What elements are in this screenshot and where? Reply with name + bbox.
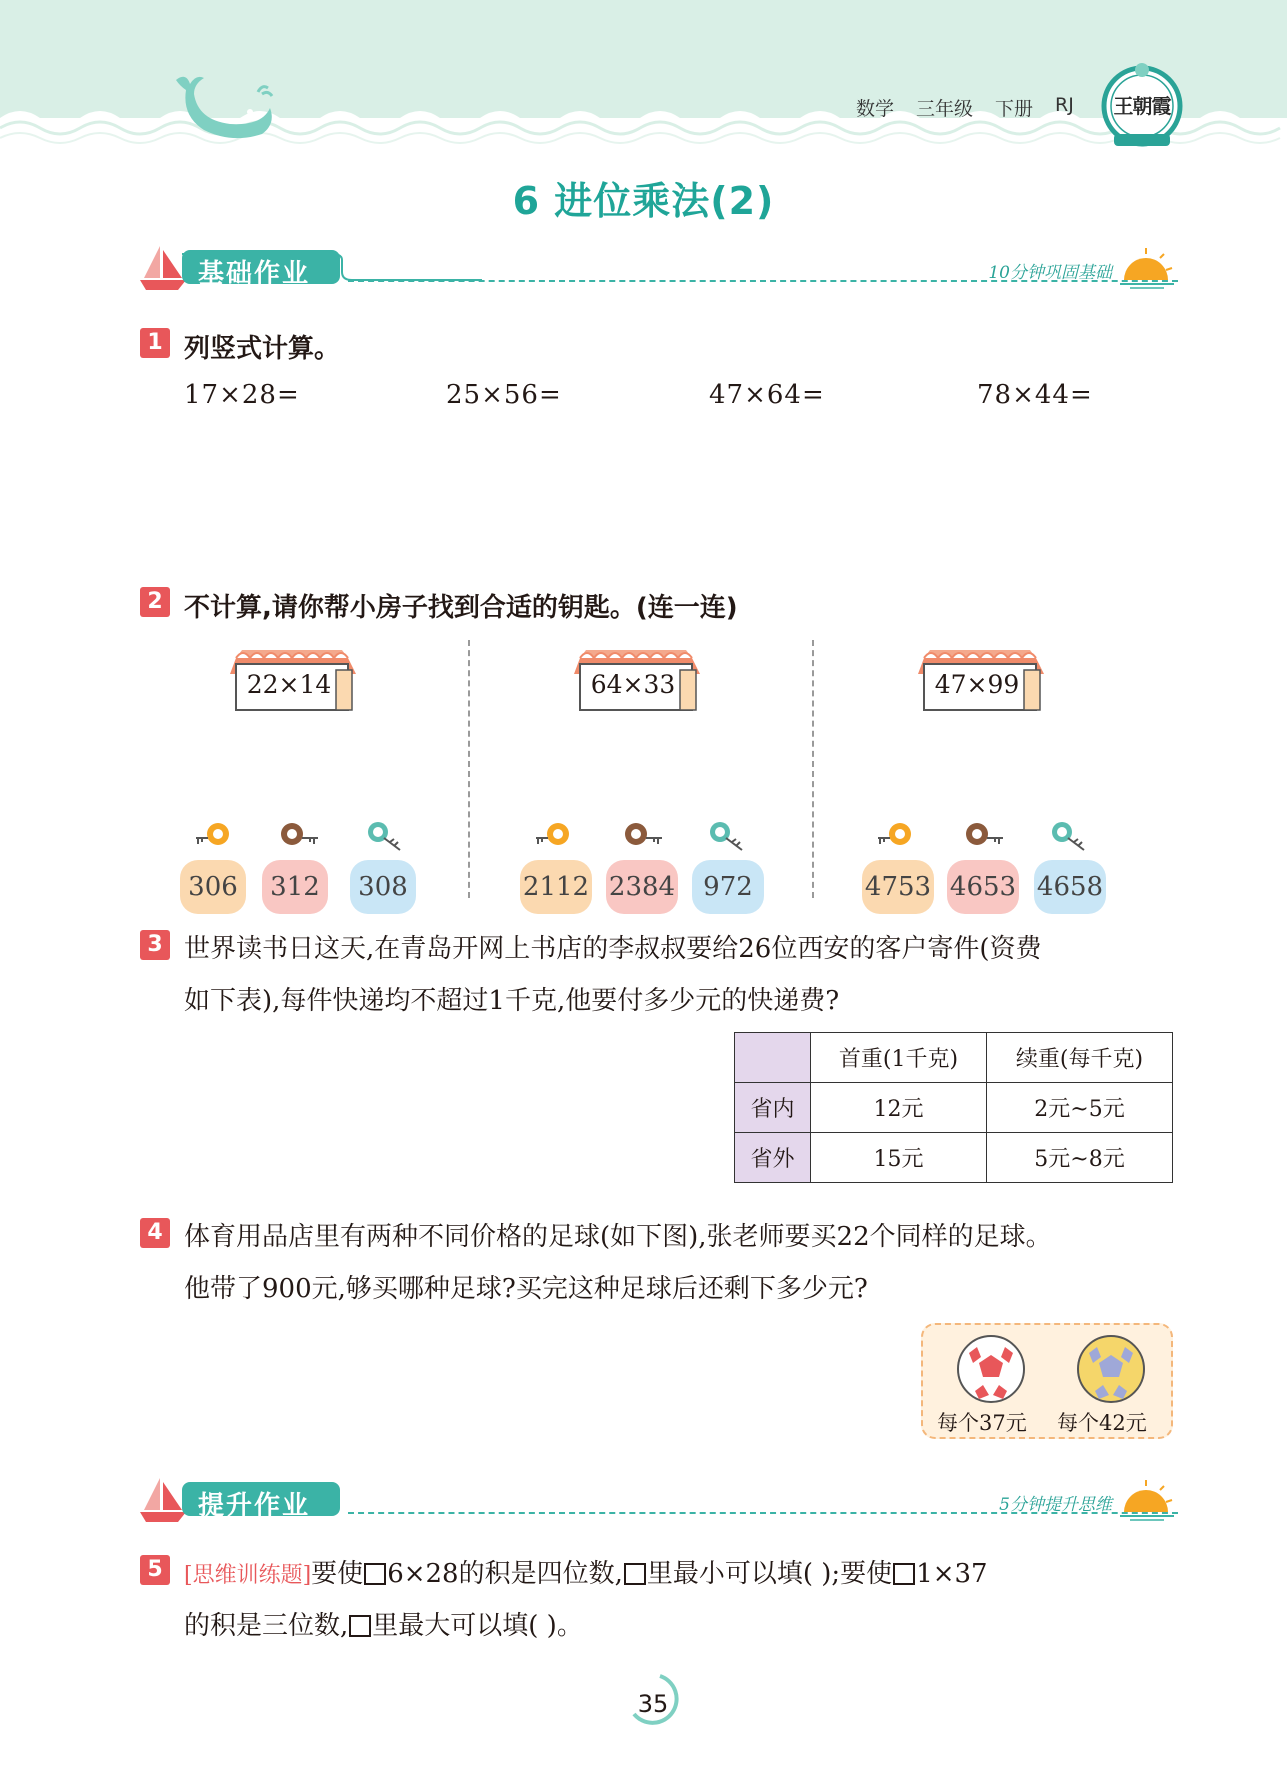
grade-label: 三年级	[916, 98, 974, 120]
key-value: 4753	[862, 860, 934, 914]
q1-expression-1: 17×28=	[184, 380, 300, 410]
price-label-1: 每个37元	[937, 1411, 1027, 1435]
question-3-line-2: 如下表),每件快递均不超过1千克,他要付多少元的快递费?	[184, 986, 840, 1016]
question-5-line-2	[184, 1605, 583, 1642]
key-icon	[194, 820, 238, 854]
price-label-2: 每个42元	[1057, 1411, 1147, 1435]
question-2-text: 不计算,请你帮小房子找到合适的钥匙。(连一连)	[184, 593, 738, 623]
blank-box[interactable]	[624, 1563, 646, 1585]
house-2[interactable]	[574, 640, 704, 714]
logo-text: 王朝霞	[1113, 94, 1171, 118]
table-cell: 15元	[811, 1133, 987, 1183]
edition-label: RJ	[1055, 94, 1074, 116]
blank-box[interactable]	[893, 1563, 915, 1585]
q5-text: 要使	[311, 1559, 364, 1589]
table-row	[735, 1133, 1173, 1183]
question-number-3: 3	[140, 930, 170, 960]
key-option[interactable]	[692, 820, 764, 916]
shipping-fee-table	[734, 1032, 1173, 1183]
group-divider	[812, 640, 814, 898]
subject-label: 数学	[856, 98, 895, 120]
sailboat-icon	[138, 244, 188, 292]
book-info	[856, 94, 1074, 121]
house-expression: 47×99	[934, 670, 1020, 699]
house-3[interactable]	[918, 640, 1048, 714]
key-icon	[620, 820, 664, 854]
question-4-line-2: 他带了900元,够买哪种足球?买完这种足球后还剩下多少元?	[184, 1274, 868, 1304]
section-label: 基础作业	[198, 259, 311, 289]
page-number: 35	[637, 1690, 669, 1718]
football-price-panel	[921, 1323, 1173, 1439]
section-basic-homework	[138, 244, 1178, 294]
sunrise-icon	[1116, 1476, 1178, 1522]
q1-expression-4: 78×44=	[977, 380, 1093, 410]
key-value: 2384	[606, 860, 678, 914]
question-4-line-1: 体育用品店里有两种不同价格的足球(如下图),张老师要买22个同样的足球。	[184, 1222, 1052, 1252]
blank-box[interactable]	[349, 1615, 371, 1637]
q1-expression-2: 25×56=	[446, 380, 562, 410]
section-hint: 10分钟巩固基础	[988, 263, 1112, 283]
key-icon	[706, 820, 750, 854]
question-number-4: 4	[140, 1218, 170, 1248]
house-expression: 64×33	[590, 670, 676, 699]
key-option[interactable]	[520, 820, 592, 916]
soccer-ball-icon	[955, 1333, 1027, 1405]
volleyball-style-ball-icon	[1075, 1333, 1147, 1405]
table-cell: 2元~5元	[987, 1083, 1173, 1133]
table-cell: 5元~8元	[987, 1133, 1173, 1183]
q5-text: 6×28的积是四位数,	[387, 1559, 623, 1589]
key-value: 306	[180, 860, 246, 914]
question-1-text: 列竖式计算。	[184, 334, 341, 364]
page-title: 6 进位乘法(2)	[512, 179, 775, 223]
key-value: 972	[692, 860, 764, 914]
key-icon	[534, 820, 578, 854]
house-expression: 22×14	[246, 670, 332, 699]
q5-text: 里最小可以填( );要使	[646, 1559, 893, 1589]
key-icon	[876, 820, 920, 854]
key-option[interactable]	[350, 820, 416, 916]
key-value: 4653	[947, 860, 1019, 914]
key-option[interactable]	[262, 820, 328, 916]
key-option[interactable]	[606, 820, 678, 916]
section-label: 提升作业	[198, 1491, 311, 1521]
key-option[interactable]	[947, 820, 1019, 916]
table-header-cell: 首重(1千克)	[811, 1033, 987, 1083]
section-advanced-homework	[138, 1476, 1178, 1526]
key-value: 2112	[520, 860, 592, 914]
publisher-logo	[1100, 60, 1184, 148]
q5-text: 的积是三位数,	[184, 1611, 349, 1641]
key-value: 312	[262, 860, 328, 914]
table-row-label: 省外	[735, 1133, 811, 1183]
table-cell: 12元	[811, 1083, 987, 1133]
table-row-label: 省内	[735, 1083, 811, 1133]
house-1[interactable]	[230, 640, 360, 714]
question-number-2: 2	[140, 587, 170, 617]
key-option[interactable]	[180, 820, 246, 916]
thinking-training-tag: [思维训练题]	[184, 1563, 312, 1588]
table-row	[735, 1083, 1173, 1133]
sunrise-icon	[1116, 244, 1178, 290]
key-option[interactable]	[862, 820, 934, 916]
q1-expression-3: 47×64=	[709, 380, 825, 410]
question-number-5: 5	[140, 1555, 170, 1585]
question-5-line-1	[184, 1553, 988, 1590]
key-icon	[364, 820, 408, 854]
question-number-1: 1	[140, 328, 170, 358]
page-number-badge	[620, 1670, 686, 1730]
key-icon	[1048, 820, 1092, 854]
key-icon	[276, 820, 320, 854]
table-corner-cell	[735, 1033, 811, 1083]
volume-label: 下册	[995, 98, 1034, 120]
key-value: 308	[350, 860, 416, 914]
whale-icon	[172, 72, 282, 142]
key-option[interactable]	[1034, 820, 1106, 916]
table-header-row	[735, 1033, 1173, 1083]
table-header-cell: 续重(每千克)	[987, 1033, 1173, 1083]
q5-text: 里最大可以填( )。	[372, 1611, 583, 1641]
key-icon	[961, 820, 1005, 854]
q5-text: 1×37	[916, 1559, 988, 1589]
group-divider	[468, 640, 470, 898]
question-3-line-1: 世界读书日这天,在青岛开网上书店的李叔叔要给26位西安的客户寄件(资费	[184, 934, 1042, 964]
blank-box[interactable]	[364, 1563, 386, 1585]
section-hint: 5分钟提升思维	[999, 1495, 1112, 1515]
sailboat-icon	[138, 1476, 188, 1524]
key-value: 4658	[1034, 860, 1106, 914]
